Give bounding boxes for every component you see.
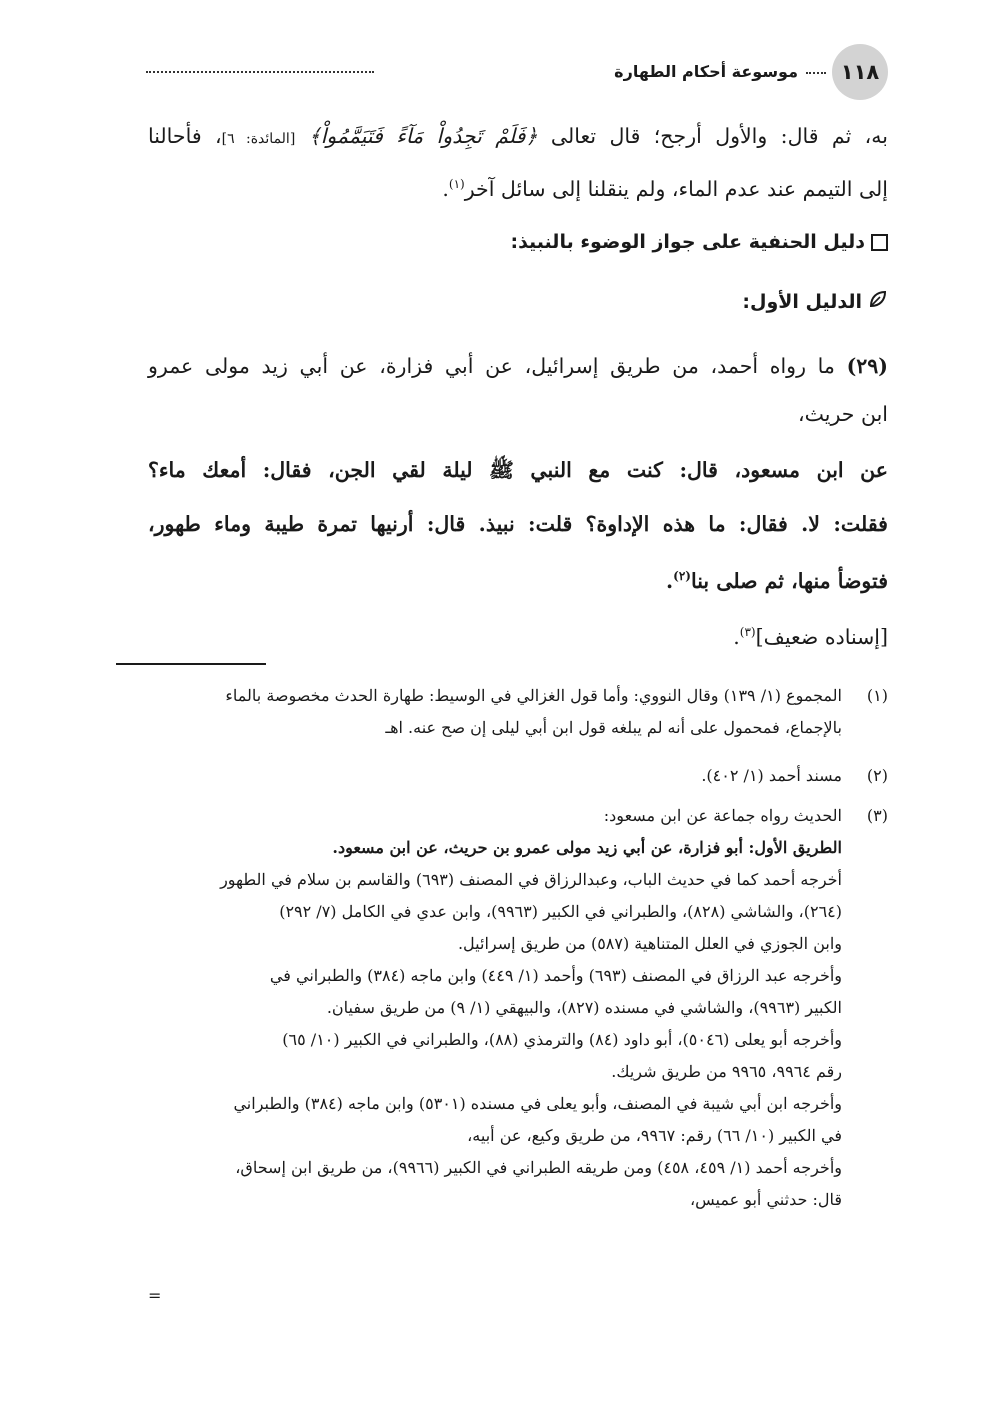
footnote-line: المجموع (١/ ١٣٩) وقال النووي: وأما قول الغزالي في الوسيط: طهارة الحدث مخصوصة بالماء xyxy=(225,686,842,705)
section-heading-text: دليل الحنفية على جواز الوضوء بالنبيذ: xyxy=(510,231,865,253)
footnote-line: الحديث رواه جماعة عن ابن مسعود: xyxy=(603,806,842,825)
quran-reference: [المائدة: ٦] xyxy=(221,131,296,147)
footnote-line: وأخرجه أحمد (١/ ٤٥٩، ٤٥٨) ومن طريقه الطبراني في الكبير (٩٩٦٦)، من طريق ابن إسحاق، xyxy=(235,1158,842,1177)
grading-text: [إسناده ضعيف] xyxy=(755,624,888,649)
header-dots-left xyxy=(146,71,374,73)
hadith-chain-line-2 xyxy=(148,390,888,438)
sub-heading-text: الدليل الأول: xyxy=(742,291,862,313)
header-title xyxy=(614,44,826,100)
grading-line: [إسناده ضعيف]$^{(٣)}$. xyxy=(733,624,888,649)
footnote-line: وأخرجه عبد الرزاق في المصنف (٦٩٣) وأحمد (١/ ٤٤٩) وابن ماجه (٣٨٤) والطبراني في xyxy=(269,966,842,985)
footnote-line: في الكبير (١٠/ ٦٦) رقم: ٩٩٦٧، من طريق وكيع، عن أبيه، xyxy=(467,1126,842,1145)
footnote-line: مسند أحمد (١/ ٤٠٢). xyxy=(701,766,842,785)
footnote-3 xyxy=(148,800,888,1216)
page-number: ١١٨ xyxy=(832,44,888,100)
section-heading xyxy=(148,218,888,266)
footnote-line: بالإجماع، فمحمول على أنه لم يبلغه قول ابن أبي ليلى إن صح عنه. اهـ xyxy=(385,718,842,737)
hadith-number: (٢٩) xyxy=(846,354,888,378)
footnote-line: وأخرجه أبو يعلى (٥٠٤٦)، أبو داود (٨٤) والترمذي (٨٨)، والطبراني في الكبير (١٠/ ٦٥) xyxy=(282,1030,842,1049)
matn-line-1: عن ابن مسعود، قال: كنت مع النبي ﷺ ليلة لقي الجن، فقال: أمعك ماء؟ xyxy=(148,458,888,482)
sub-heading xyxy=(148,278,888,327)
footnote-2 xyxy=(148,760,888,792)
page-header xyxy=(146,44,888,104)
matn-line-3: فتوضأ منها، ثم صلى بنا$^{(٢)}$. xyxy=(666,568,888,593)
checkbox-square-icon xyxy=(871,234,888,251)
footnote-line: (٢٦٤)، والشاشي (٨٢٨)، والطبراني في الكبير (٩٩٦٣)، وابن عدي في الكامل (٧/ ٢٩٢) xyxy=(279,902,842,921)
footnote-number: (٢) xyxy=(866,766,888,785)
footnote-line-bold: الطريق الأول: أبو فزارة، عن أبي زيد مولى عمرو بن حريث، عن ابن مسعود. xyxy=(332,838,842,857)
book-title: موسوعة أحكام الطهارة xyxy=(614,62,798,81)
matn-text-3: فتوضأ منها، ثم صلى بنا xyxy=(690,568,888,593)
header-dots-right xyxy=(806,72,826,74)
hadith-chain-text: ما رواه أحمد، من طريق إسرائيل، عن أبي فزارة، عن أبي زيد مولى عمرو xyxy=(148,354,835,378)
hadith-chain-line-1 xyxy=(148,342,888,390)
footnote-number: (١) xyxy=(866,686,888,705)
footnote-line: وابن الجوزي في العلل المتناهية (٥٨٧) من طريق إسرائيل. xyxy=(457,934,842,953)
continuation-mark: = xyxy=(148,1286,162,1305)
footnote-ref-1: (١) xyxy=(448,177,465,191)
footnote-line: رقم ٩٩٦٤، ٩٩٦٥ من طريق شريك. xyxy=(611,1062,842,1081)
footnote-1 xyxy=(148,680,888,744)
intro-line-1 xyxy=(148,112,888,163)
intro-text: به، ثم قال: والأول أرجح؛ قال تعالى xyxy=(550,124,888,148)
intro-line-2: إلى التيمم عند عدم الماء، ولم ينقلنا إلى سائل آخر$^{(١)}$. xyxy=(442,176,888,201)
footnote-separator xyxy=(116,663,266,665)
footnote-line: أخرجه أحمد كما في حديث الباب، وعبدالرزاق في المصنف (٦٩٣) والقاسم بن سلام في الطهور xyxy=(220,870,842,889)
footnote-line: الكبير (٩٩٦٣)، والشاشي في مسنده (٨٢٧)، والبيهقي (١/ ٩) من طريق سفيان. xyxy=(326,998,842,1017)
intro-text-end: ، فأحالنا xyxy=(148,124,222,148)
matn-line-2: فقلت: لا. فقال: ما هذه الإداوة؟ قلت: نبيذ. قال: أرنيها تمرة طيبة وماء طهور، xyxy=(148,512,888,536)
quran-verse: ﴿فَلَمْ تَجِدُواْ مَآءً فَتَيَمَّمُواْ﴾ xyxy=(308,124,538,148)
leaf-ornament-icon xyxy=(868,279,888,327)
hadith-chain-text-2: ابن حريث، xyxy=(798,402,888,426)
footnote-ref-2: (٢) xyxy=(673,569,691,583)
footnote-line: وأخرجه ابن أبي شيبة في المصنف، وأبو يعلى في مسنده (٥٣٠١) وابن ماجه (٣٨٤) والطبراني xyxy=(233,1094,842,1113)
footnote-ref-3: (٣) xyxy=(739,625,756,639)
footnote-line: قال: حدثني أبو عميس، xyxy=(689,1190,842,1209)
intro-text-2: إلى التيمم عند عدم الماء، ولم ينقلنا إلى سائل آخر xyxy=(464,176,888,201)
footnote-number: (٣) xyxy=(866,806,888,825)
